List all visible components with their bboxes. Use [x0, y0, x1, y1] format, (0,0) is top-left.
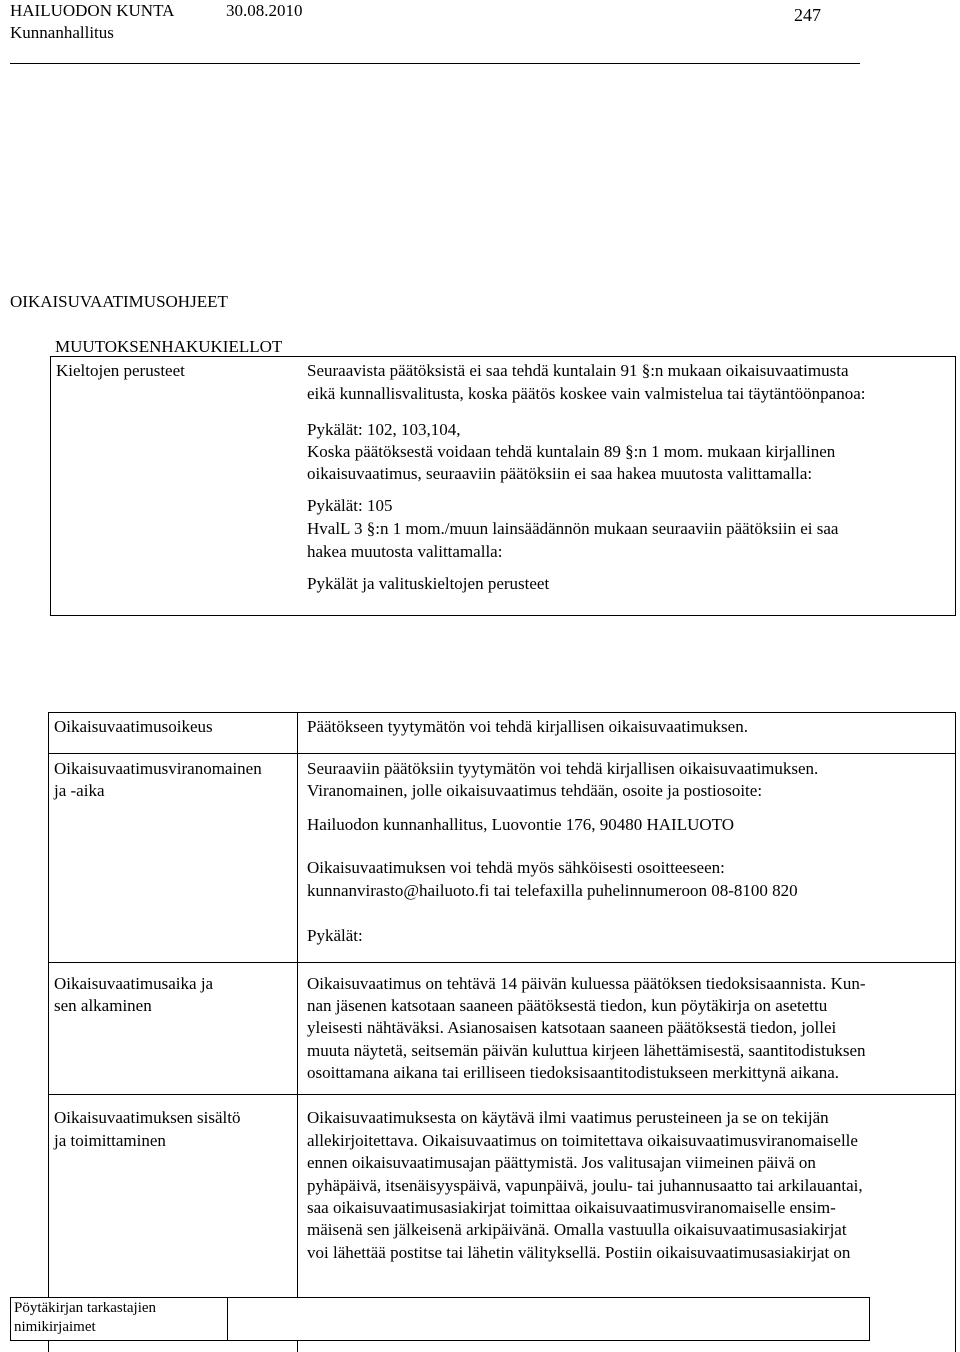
- section-title: MUUTOKSENHAKUKIELLOT: [55, 337, 283, 356]
- row-label-aika: Oikaisuvaatimusaika ja: [54, 974, 214, 993]
- page-title: OIKAISUVAATIMUSOHJEET: [10, 292, 228, 311]
- row-text-viranomainen-1: Seuraaviin päätöksiin tyytymätön voi tehdä kirjallisen oikaisuvaatimuksen.: [307, 759, 819, 778]
- footer-label-2: nimikirjaimet: [14, 1319, 96, 1335]
- kieltojen-label: Kieltojen perusteet: [56, 361, 185, 380]
- email-line-1: Oikaisuvaatimuksen voi tehdä myös sähköisesti osoitteeseen:: [307, 858, 725, 877]
- row-label-sisalto-2: ja toimittaminen: [54, 1131, 166, 1150]
- kieltojen-pykalat-3: Pykälät ja valituskieltojen perusteet: [307, 574, 550, 593]
- sisalto-line: pyhäpäivä, itsenäisyyspäivä, vapunpäivä, joulu- tai juhannusaatto tai arkilauantai,: [307, 1176, 863, 1195]
- aika-line: nan jäsenen katsotaan saaneen päätöksestä tiedon, kun pöytäkirja on asetettu: [307, 996, 828, 1015]
- address: Hailuodon kunnanhallitus, Luovontie 176, 90480 HAILUOTO: [307, 815, 735, 834]
- row-divider: [48, 1094, 956, 1095]
- kieltojen-reason-1: Koska päätöksestä voidaan tehdä kuntalain 89 §:n 1 mom. mukaan kirjallinen: [307, 442, 836, 461]
- kieltojen-hval-2: hakea muutosta valittamalla:: [307, 542, 503, 561]
- header-body: Kunnanhallitus: [10, 23, 114, 42]
- kieltojen-reason-2: oikaisuvaatimus, seuraaviin päätöksiin ei saa hakea muutosta valittamalla:: [307, 464, 813, 483]
- row-divider: [48, 962, 956, 963]
- email-line-2: kunnanvirasto@hailuoto.fi tai telefaxilla puhelinnumeroon 08-8100 820: [307, 881, 798, 900]
- aika-line: Oikaisuvaatimus on tehtävä 14 päivän kuluessa päätöksen tiedoksisaannista. Kun-: [307, 974, 866, 993]
- sisalto-line: saa oikaisuvaatimusasiakirjat toimittaa oikaisuvaatimusviranomaiselle ensim-: [307, 1198, 836, 1217]
- row-label-oikeus: Oikaisuvaatimusoikeus: [54, 717, 213, 736]
- row-label-viranomainen-2: ja -aika: [54, 781, 105, 800]
- aika-line: osoittamana aikana tai erilliseen tiedoksisaantitodistukseen merkittynä aikana.: [307, 1063, 840, 1082]
- row-text-viranomainen-2: Viranomainen, jolle oikaisuvaatimus tehdään, osoite ja postiosoite:: [307, 781, 763, 800]
- aika-line: yleisesti nähtäväksi. Asianosaisen katsotaan saaneen päätöksestä tiedon, jollei: [307, 1018, 837, 1037]
- sisalto-line: allekirjoitettava. Oikaisuvaatimus on toimitettava oikaisuvaatimusviranomaiselle: [307, 1131, 858, 1150]
- row-label-viranomainen: Oikaisuvaatimusviranomainen: [54, 759, 262, 778]
- sisalto-line: ennen oikaisuvaatimusajan päättymistä. Jos valitusajan viimeinen päivä on: [307, 1153, 816, 1172]
- header-rule: [10, 63, 860, 64]
- footer-label-1: Pöytäkirjan tarkastajien: [14, 1300, 157, 1316]
- aika-line: muuta näytetä, seitsemän päivän kuluttua kirjeen lähettämisestä, saantitodistuksen: [307, 1041, 866, 1060]
- row-divider: [48, 753, 956, 754]
- header-date: 30.08.2010: [226, 1, 303, 20]
- row-label-sisalto: Oikaisuvaatimuksen sisältö: [54, 1108, 241, 1127]
- table-column-divider: [297, 712, 298, 1352]
- header-org: HAILUODON KUNTA: [10, 1, 175, 20]
- sisalto-line: mäisenä sen jälkeisenä arkipäivänä. Omalla vastuulla oikaisuvaatimusasiakirjat: [307, 1220, 847, 1239]
- footer-divider: [227, 1297, 228, 1341]
- kieltojen-pykalat-2: Pykälät: 105: [307, 496, 393, 515]
- kieltojen-pykalat-1: Pykälät: 102, 103,104,: [307, 420, 461, 439]
- row-text-oikeus: Päätökseen tyytymätön voi tehdä kirjallisen oikaisuvaatimuksen.: [307, 717, 748, 736]
- kieltojen-intro-1: Seuraavista päätöksistä ei saa tehdä kuntalain 91 §:n mukaan oikaisuvaatimusta: [307, 361, 849, 380]
- page-number: 247: [794, 5, 821, 25]
- row-label-aika-2: sen alkaminen: [54, 996, 152, 1015]
- sisalto-line: voi lähettää postitse tai lähetin välityksellä. Postiin oikaisuvaatimusasiakirjat on: [307, 1243, 851, 1262]
- kieltojen-hval-1: HvalL 3 §:n 1 mom./muun lainsäädännön mukaan seuraaviin päätöksiin ei saa: [307, 519, 839, 538]
- pykalat-label: Pykälät:: [307, 926, 363, 945]
- kieltojen-intro-2: eikä kunnallisvalitusta, koska päätös koskee vain valmistelua tai täytäntöönpanoa:: [307, 384, 866, 403]
- sisalto-line: Oikaisuvaatimuksesta on käytävä ilmi vaatimus perusteineen ja se on tekijän: [307, 1108, 829, 1127]
